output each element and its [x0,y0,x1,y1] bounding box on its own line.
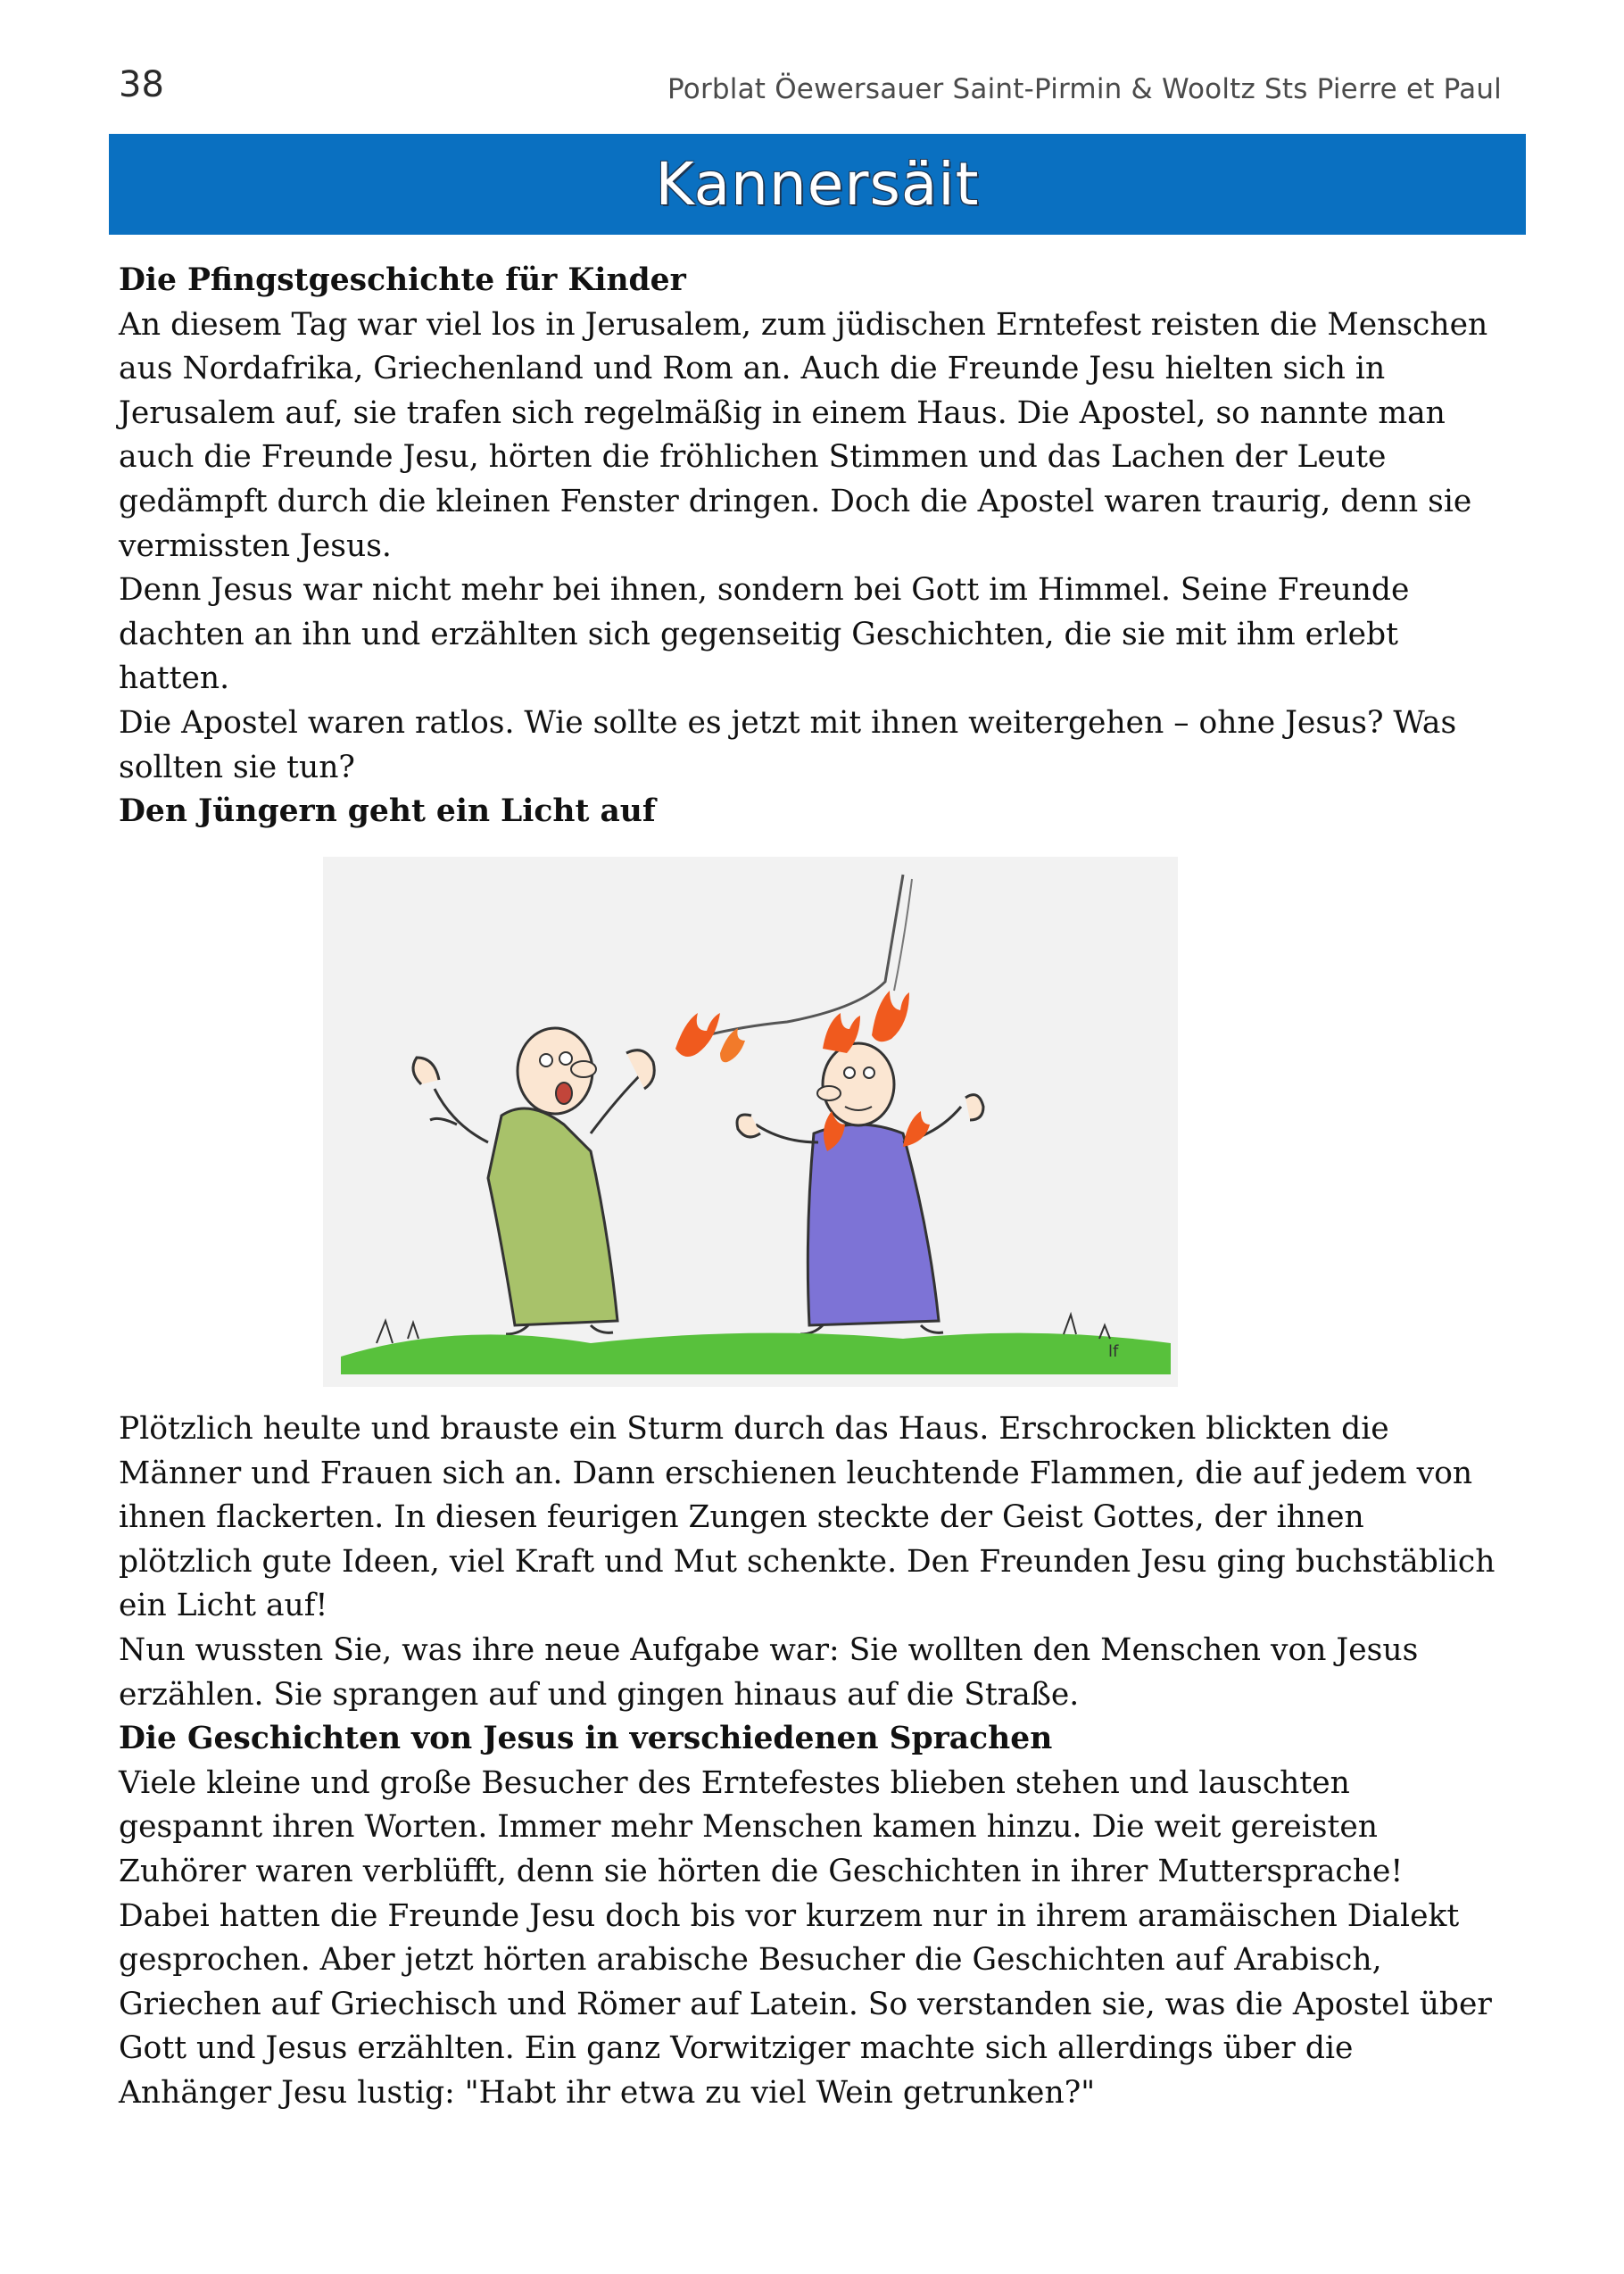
paragraph: Die Apostel waren ratlos. Wie sollte es jetzt mit ihnen weitergehen – ohne Jesus? Was sollten sie tun? [119,704,1457,785]
apostle-left [413,1028,654,1334]
heading-light-dawns: Den Jüngern geht ein Licht auf [119,793,656,830]
grass [341,1333,1171,1374]
spirit-streak-2 [894,879,912,991]
section-title: Kannersäit [655,150,980,219]
cartoon-svg [323,857,1178,1387]
flame-icon [872,991,909,1042]
paragraph: An diesem Tag war viel los in Jerusalem, zum jüdischen Erntefest reisten die Menschen aus Nordafrika, Griechenland und Rom an. Auch die Freunde Jesu hielten sich in Jerusalem auf, sie trafen sich regelmäßig in einem Haus. Die Apostel, so nannte man auch die Freunde Jesu, hörten die fröhlichen Stimmen und das Lachen der Leute gedämpft durch die kleinen Fenster dringen. Doch die Apostel waren traurig, denn sie vermissten Jesus. [119,306,1488,564]
heading-stories-languages: Die Geschichten von Jesus in verschiedenen Sprachen [119,1721,1053,1757]
publication-title: Porblat Öewersauer Saint-Pirmin & Wooltz Sts Pierre et Paul [667,73,1502,105]
paragraph: Plötzlich heulte und brauste ein Sturm durch das Haus. Erschrocken blickten die Männer und Frauen sich an. Dann erschienen leuchtende Flammen, die auf jedem von ihnen flackerten. In diesen feurigen Zungen steckte der Geist Gottes, der ihnen plötzlich gute Ideen, viel Kraft und Mut schenkte. Den Freunden Jesu ging buchstäblich ein Licht auf! [119,1411,1496,1624]
article-part-1 [119,259,1497,834]
artist-signature: lf [1108,1342,1119,1361]
apostle-right [737,1013,983,1334]
section-banner [109,134,1526,235]
paragraph: Viele kleine und große Besucher des Erntefestes blieben stehen und lauschten gespannt ihren Worten. Immer mehr Menschen kamen hinzu. Die weit gereisten Zuhörer waren verblüfft, denn sie hörten die Geschichten in ihrer Muttersprache! Dabei hatten die Freunde Jesu doch bis vor kurzem nur in ihrem aramäischen Dialekt gesprochen. Aber jetzt hörten arabische Besucher die Geschichten auf Arabisch, Griechen auf Griechisch und Römer auf Latein. So verstanden sie, was die Apostel über Gott und Jesus erzählten. Ein ganz Vorwitziger machte sich allerdings über die Anhänger Jesu lustig: "Habt ihr etwa zu viel Wein getrunken?" [119,1764,1492,2111]
paragraph: Denn Jesus war nicht mehr bei ihnen, sondern bei Gott im Himmel. Seine Freunde dachten an ihn und erzählten sich gegenseitig Geschichten, die sie mit ihm erlebt hatten. [119,572,1410,697]
flame-icon [720,1028,745,1062]
article-part-2 [119,1407,1497,2116]
paragraph: Nun wussten Sie, was ihre neue Aufgabe war: Sie wollten den Menschen von Jesus erzählen. Sie sprangen auf und gingen hinaus auf die Straße. [119,1631,1419,1713]
heading-pentecost-story: Die Pfingstgeschichte für Kinder [119,262,686,298]
pentecost-cartoon-illustration [323,857,1178,1387]
page-number: 38 [119,64,164,105]
spirit-streak [707,875,903,1035]
